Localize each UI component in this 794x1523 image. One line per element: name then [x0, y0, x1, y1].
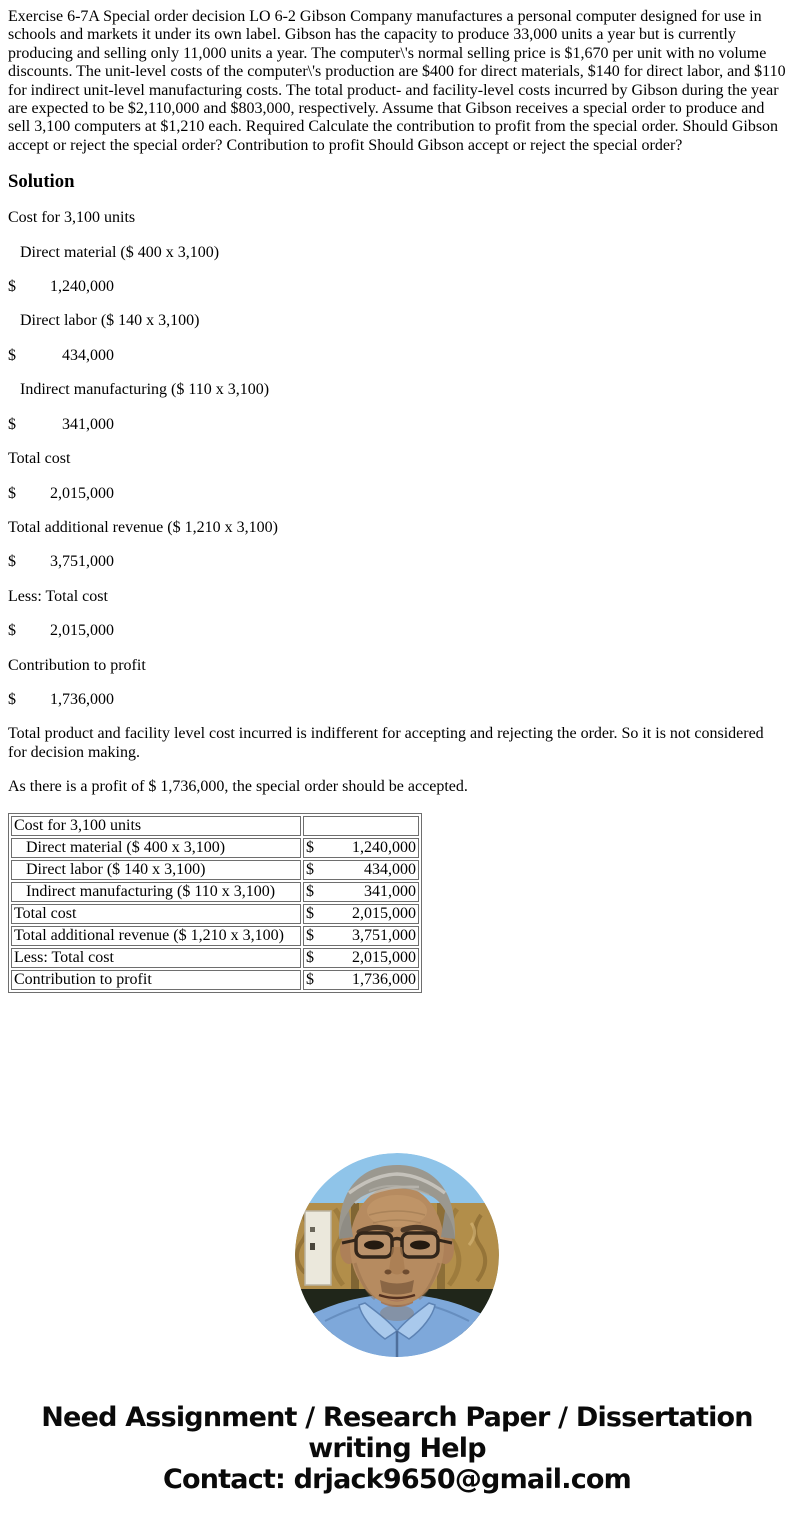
amount-cell: [303, 948, 419, 968]
table-row: [11, 882, 419, 902]
currency-symbol: $: [8, 553, 16, 571]
contact-line: Contact: drjack9650@gmail.com: [163, 1463, 631, 1495]
currency-symbol: $: [306, 882, 314, 900]
currency-symbol: $: [8, 690, 16, 708]
note-paragraph: As there is a profit of $ 1,736,000, the special order should be accepted.: [8, 778, 468, 796]
amount-line: [8, 622, 786, 640]
table-row: [11, 816, 419, 836]
solution-document: [8, 8, 790, 1495]
note-paragraph: Total product and facility level cost incurred is indifferent for accepting and rejecting the order. So it is not considered for decision making.: [8, 725, 768, 761]
problem-text: Exercise 6-7A Special order decision LO 6-2 Gibson Company manufactures a personal computer designed for use in schools and markets it under its own label. Gibson has the capacity to produce 33,000 units a year but is currently producing and selling only 11,000 units a year. The computer\'s normal selling price is $1,670 per unit with no volume discounts. The unit-level costs of the computer\'s production are $400 for direct materials, $140 for direct labor, and $110 for indirect unit-level manufacturing costs. The total product- and facility-level costs incurred by Gibson during the year are expected to be $2,110,000 and $803,000, respectively. Assume that Gibson receives a special order to produce and sell 3,100 computers at $1,210 each. Required Calculate the contribution to profit from the special order. Should Gibson accept or reject the special order? Contribution to profit Should Gibson accept or reject the special order?: [8, 8, 790, 154]
amount-value: 2,015,000: [50, 622, 114, 640]
label-cell: Contribution to profit: [11, 970, 301, 990]
table-row: [11, 948, 419, 968]
amount-line: [8, 553, 786, 571]
tutor-photo-illustration: [295, 1153, 499, 1357]
banner-line: Need Assignment / Research Paper / Dissertation: [41, 1401, 753, 1433]
label-cell: Direct material ($ 400 x 3,100): [11, 838, 301, 858]
label-cell: Total additional revenue ($ 1,210 x 3,100): [11, 926, 301, 946]
solution-line: Total cost: [8, 450, 71, 468]
currency-symbol: $: [306, 838, 314, 856]
currency-symbol: $: [8, 484, 16, 502]
amount-value: 434,000: [364, 860, 416, 878]
amount-value: 1,736,000: [352, 970, 416, 988]
currency-symbol: $: [306, 860, 314, 878]
solution-line: Indirect manufacturing ($ 110 x 3,100): [8, 381, 270, 399]
label-cell: Indirect manufacturing ($ 110 x 3,100): [11, 882, 301, 902]
currency-symbol: $: [8, 278, 16, 296]
amount-value: 2,015,000: [352, 948, 416, 966]
amount-line: [8, 691, 786, 709]
solution-line: Cost for 3,100 units: [8, 209, 136, 227]
solution-line: Direct labor ($ 140 x 3,100): [8, 312, 200, 330]
amount-value: 2,015,000: [352, 904, 416, 922]
solution-heading: Solution: [8, 171, 75, 193]
currency-symbol: $: [8, 622, 16, 640]
amount-value: 1,240,000: [50, 278, 114, 296]
amount-value: 3,751,000: [352, 926, 416, 944]
currency-symbol: $: [306, 926, 314, 944]
table-row: [11, 970, 419, 990]
amount-value: 1,736,000: [50, 690, 114, 708]
currency-symbol: $: [306, 970, 314, 988]
amount-line: [8, 416, 786, 434]
amount-line: [8, 347, 786, 365]
tutor-avatar: [295, 1153, 499, 1357]
label-cell: Direct labor ($ 140 x 3,100): [11, 860, 301, 880]
amount-value: 3,751,000: [50, 553, 114, 571]
table-row: [11, 860, 419, 880]
table-row: [11, 904, 419, 924]
amount-cell: [303, 816, 419, 836]
amount-value: 341,000: [364, 882, 416, 900]
amount-value: 2,015,000: [50, 484, 114, 502]
amount-cell: [303, 904, 419, 924]
cost-summary-table: [8, 813, 422, 993]
help-banner: [8, 1402, 786, 1495]
amount-cell: [303, 970, 419, 990]
amount-cell: [303, 926, 419, 946]
amount-cell: [303, 882, 419, 902]
solution-line: Contribution to profit: [8, 656, 146, 674]
amount-value: 434,000: [62, 346, 114, 364]
label-cell: Total cost: [11, 904, 301, 924]
amount-line: [8, 278, 786, 296]
currency-symbol: $: [306, 904, 314, 922]
currency-symbol: $: [8, 415, 16, 433]
currency-symbol: $: [306, 948, 314, 966]
amount-value: 341,000: [62, 415, 114, 433]
amount-value: 1,240,000: [352, 838, 416, 856]
label-cell: Less: Total cost: [11, 948, 301, 968]
currency-symbol: $: [8, 346, 16, 364]
solution-line: Total additional revenue ($ 1,210 x 3,100): [8, 518, 278, 536]
solution-line: Direct material ($ 400 x 3,100): [8, 243, 220, 261]
table-row: [11, 926, 419, 946]
amount-line: [8, 485, 786, 503]
label-cell: Cost for 3,100 units: [11, 816, 301, 836]
avatar-section: [8, 1153, 786, 1357]
solution-line: Less: Total cost: [8, 587, 108, 605]
amount-cell: [303, 838, 419, 858]
banner-line: writing Help: [308, 1432, 486, 1464]
amount-cell: [303, 860, 419, 880]
table-row: [11, 838, 419, 858]
